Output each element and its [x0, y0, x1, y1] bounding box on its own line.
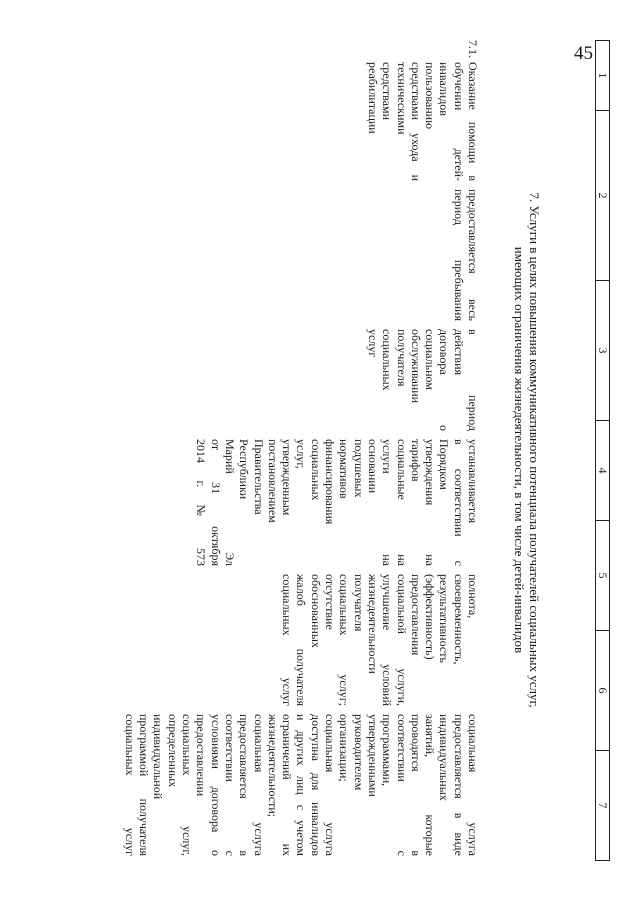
cell-text-line: Правительства: [251, 439, 266, 515]
cell-text-line: получателя: [394, 329, 409, 387]
cell-text-line: доступна для инвалидов: [308, 714, 323, 856]
cell-text-line: утверждения на: [423, 439, 438, 566]
cell-text-line: нормативов: [337, 439, 352, 499]
cell-text-line: социальных: [308, 439, 323, 501]
cell-text-line: социальном: [423, 329, 438, 390]
cell-text-line: основании: [365, 439, 380, 494]
cell-text-line: от 31 октября: [208, 439, 223, 566]
cell-text-line: техническими: [394, 62, 409, 135]
cell-text-line: 2014 г. № 573: [194, 439, 209, 566]
cell-text-line: социальная услуга: [251, 714, 266, 856]
quality-criteria-cell: [123, 570, 480, 710]
cell-text-line: обслуживании: [408, 329, 423, 404]
column-header-table: [595, 40, 610, 861]
rotated-page-content: [100, 40, 630, 860]
cell-text-line: в период: [466, 329, 480, 431]
cell-text-line: предоставляется в виде: [451, 714, 466, 856]
cell-text-line: Республики: [237, 439, 252, 500]
cell-text-line: социальных услуг;: [337, 574, 352, 706]
page-number: 45: [574, 43, 593, 64]
cell-text-line: социальной услуги,: [394, 574, 409, 706]
cell-text-line: постановлением: [265, 439, 280, 523]
cell-text-line: социальных услуг: [122, 714, 137, 856]
cell-text-line: определенных: [165, 714, 180, 788]
cell-text-line: социальная услуга: [466, 714, 480, 856]
cell-text-line: отсутствие: [323, 574, 338, 630]
cell-text-line: соответствии с: [394, 714, 409, 856]
column-header-5: 5: [596, 521, 610, 631]
cell-text-line: жизнедеятельности;: [265, 714, 280, 818]
cell-text-line: услуги на: [380, 439, 395, 566]
cell-text-line: подушевых: [351, 439, 366, 498]
column-header-7: 7: [596, 751, 610, 861]
cell-text-line: утвержденным: [280, 439, 295, 516]
cell-text-line: устанавливается: [466, 439, 480, 524]
cell-text-line: Марий Эл: [222, 439, 237, 566]
cell-text-line: результативность: [437, 574, 452, 663]
cell-text-line: пользованию: [423, 62, 438, 130]
cell-text-line: социальные на: [394, 439, 409, 566]
cell-text-line: предоставления: [408, 574, 423, 656]
cell-text-line: ограничений их: [280, 714, 295, 856]
cell-text-line: период пребывания: [451, 189, 466, 321]
section-title: [512, 40, 542, 860]
cell-text-line: занятий, которые: [423, 714, 438, 856]
conditions-cell: [123, 710, 480, 860]
cell-text-line: инвалидов: [437, 62, 452, 116]
cell-text-line: договора о: [437, 329, 452, 431]
cell-text-line: улучшение условий: [380, 574, 395, 706]
column-header-row: [596, 41, 610, 861]
cell-text-line: программами,: [380, 714, 395, 787]
table-row: [123, 40, 480, 860]
cell-text-line: социальных услуг: [280, 574, 295, 706]
cell-text-line: обоснованных: [308, 574, 323, 648]
cell-text-line: средствами: [380, 62, 395, 121]
column-header-6: 6: [596, 631, 610, 751]
column-header-4: 4: [596, 421, 610, 521]
cell-text-line: проводятся в: [408, 714, 423, 856]
cell-text-line: руководителем: [351, 714, 366, 791]
cell-text-line: условиями договора о: [208, 714, 223, 856]
cell-text-line: социальных услуг,: [180, 714, 195, 856]
cell-text-line: предоставляется в: [237, 714, 252, 856]
column-header-2: 2: [596, 111, 610, 281]
cell-text-line: программой получателя: [137, 714, 152, 856]
service-row-wrap: [123, 40, 480, 860]
cell-text-line: социальная услуга: [323, 714, 338, 856]
cell-text-line: средствами ухода и: [408, 62, 423, 181]
cell-text-line: Оказание помощи в: [466, 62, 480, 181]
cell-text-line: реабилитации: [365, 62, 380, 134]
cell-text-line: и других лиц с учетом: [294, 714, 309, 856]
cell-text-line: индивидуальной: [151, 714, 166, 800]
cell-text-line: утвержденными: [365, 714, 380, 797]
term-cell: [123, 325, 480, 435]
cell-text-line: полнота,: [466, 574, 480, 619]
tariff-cell: [123, 435, 480, 570]
section-title-line-1: 7. Услуги в целях повышения коммуникативного потенциала получателей социальных услуг,: [527, 192, 542, 708]
cell-text-line: организации;: [337, 714, 352, 782]
row-number: 7.1.: [466, 40, 480, 58]
cell-text-line: услуг: [365, 329, 380, 358]
cell-text-line: жалоб получателя: [294, 574, 309, 706]
service-name-cell: [123, 58, 480, 185]
cell-text-line: предоставлении: [194, 714, 209, 797]
cell-text-line: индивидуальных: [437, 714, 452, 801]
cell-text-line: обучении детей-: [451, 62, 466, 181]
cell-text-line: предоставляется весь: [466, 189, 480, 321]
period-cell: [123, 185, 480, 325]
cell-text-line: услуг,: [294, 439, 309, 469]
cell-text-line: социальных: [380, 329, 395, 391]
cell-text-line: своевременность,: [451, 574, 466, 665]
cell-text-line: тарифов: [408, 439, 423, 482]
cell-text-line: (эффективность): [423, 574, 438, 660]
cell-text-line: получателя: [351, 574, 366, 632]
cell-text-line: финансирования: [323, 439, 338, 525]
cell-text-line: Порядком: [437, 439, 452, 490]
cell-text-line: соответствии с: [222, 714, 237, 856]
section-title-line-2: имеющих ограничения жизнедеятельности, в том числе детей-инвалидов: [512, 246, 527, 654]
cell-text-line: в соответствии с: [451, 439, 466, 566]
column-header-1: 1: [596, 41, 610, 111]
service-table: [123, 40, 480, 860]
column-header-3: 3: [596, 281, 610, 421]
cell-text-line: жизнедеятельности: [365, 574, 380, 674]
cell-text-line: действия: [451, 329, 466, 376]
